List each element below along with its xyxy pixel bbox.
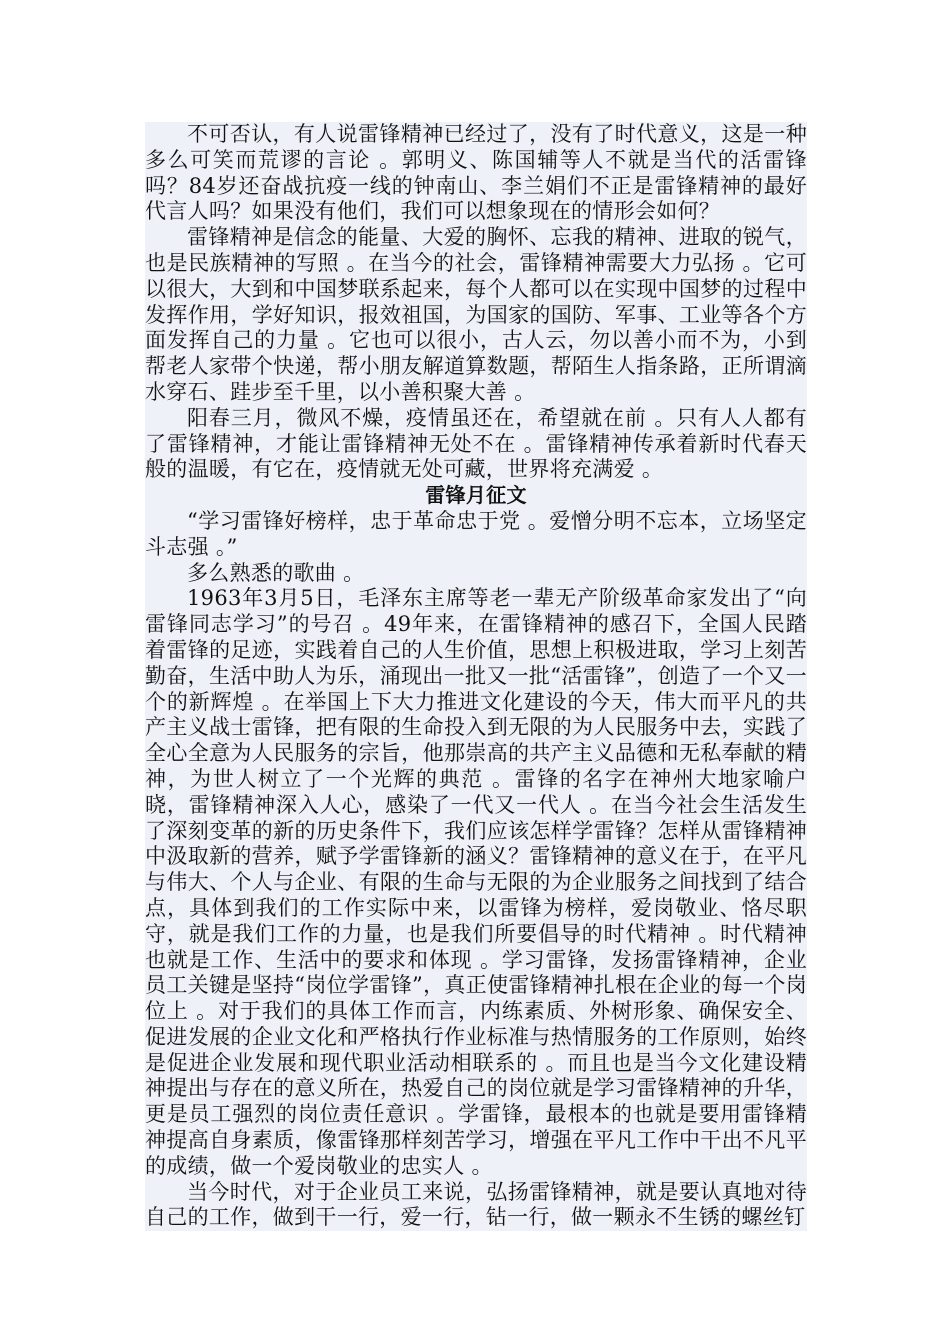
paragraph-intro-3: 阳春三月，微风不燥，疫情虽还在，希望就在前 。只有人人都有了雷锋精神，才能让雷锋精神无处不在 。雷锋精神传承着新时代春天般的温暖，有它在，疫情就无处可藏，世界将充满爱 。 [145, 405, 807, 482]
paragraph-intro-1: 不可否认，有人说雷锋精神已经过了，没有了时代意义，这是一种多么可笑而荒谬的言论 。郭明义、陈国辅等人不就是当代的活雷锋吗？84岁还奋战抗疫一线的钟南山、李兰娟们不正是雷锋精神的最好代言人吗？如果没有他们，我们可以想象现在的情形会如何？ [145, 122, 807, 224]
essay-heading: 雷锋月征文 [425, 483, 527, 508]
paragraph-song-quote: “学习雷锋好榜样，忠于革命忠于党 。爱憎分明不忘本，立场坚定斗志强 。” [145, 508, 807, 559]
paragraph-intro-2: 雷锋精神是信念的能量、大爱的胸怀、忘我的精神、进取的锐气，也是民族精神的写照 。在当今的社会，雷锋精神需要大力弘扬 。它可以很大，大到和中国梦联系起来，每个人都可以在实现中国梦的过程中发挥作用，学好知识，报效祖国，为国家的国防、军事、工业等各个方面发挥自己的力量 。它也可以很小，古人云，勿以善小而不为，小到帮老人家带个快递，帮小朋友解道算数题，帮陌生人指条路，正所谓滴水穿石、跬步至千里，以小善积聚大善 。 [145, 225, 807, 404]
paragraph-familiar-song: 多么熟悉的歌曲 。 [187, 560, 365, 585]
document-body [145, 122, 807, 1231]
paragraph-modern-era: 当今时代，对于企业员工来说，弘扬雷锋精神，就是要认真地对待自己的工作，做到干一行，爱一行，钻一行，做一颗永不生锈的螺丝钉 [145, 1179, 807, 1230]
paragraph-history: 1963年3月5日，毛泽东主席等老一辈无产阶级革命家发出了“向雷锋同志学习”的号召 。49年来，在雷锋精神的感召下，全国人民踏着雷锋的足迹，实践着自己的人生价值，思想上积极进取，学习上刻苦勤奋，生活中助人为乐，涌现出一批又一批“活雷锋”，创造了一个又一个的新辉煌 。在举国上下大力推进文化建设的今天，伟大而平凡的共产主义战士雷锋，把有限的生命投入到无限的为人民服务中去，实践了全心全意为人民服务的宗旨，他那崇高的共产主义品德和无私奉献的精神，为世人树立了一个光辉的典范 。雷锋的名字在神州大地家喻户晓，雷锋精神深入人心，感染了一代又一代人 。在当今社会生活发生了深刻变革的新的历史条件下，我们应该怎样学雷锋？怎样从雷锋精神中汲取新的营养，赋予学雷锋新的涵义？雷锋精神的意义在于，在平凡与伟大、个人与企业、有限的生命与无限的为企业服务之间找到了结合点，具体到我们的工作实际中来，以雷锋为榜样，爱岗敬业、恪尽职守，就是我们工作的力量，也是我们所要倡导的时代精神 。时代精神也就是工作、生活中的要求和体现 。学习雷锋，发扬雷锋精神，企业员工关键是坚持“岗位学雷锋”，真正使雷锋精神扎根在企业的每一个岗位上 。对于我们的具体工作而言，内练素质、外树形象、确保安全、促进发展的企业文化和严格执行作业标准与热情服务的工作原则，始终是促进企业发展和现代职业活动相联系的 。而且也是当今文化建设精神提出与存在的意义所在，热爱自己的岗位就是学习雷锋精神的升华，更是员工强烈的岗位责任意识 。学雷锋，最根本的也就是要用雷锋精神提高自身素质，像雷锋那样刻苦学习，增强在平凡工作中干出不凡平的成绩，做一个爱岗敬业的忠实人 。 [145, 586, 807, 1178]
